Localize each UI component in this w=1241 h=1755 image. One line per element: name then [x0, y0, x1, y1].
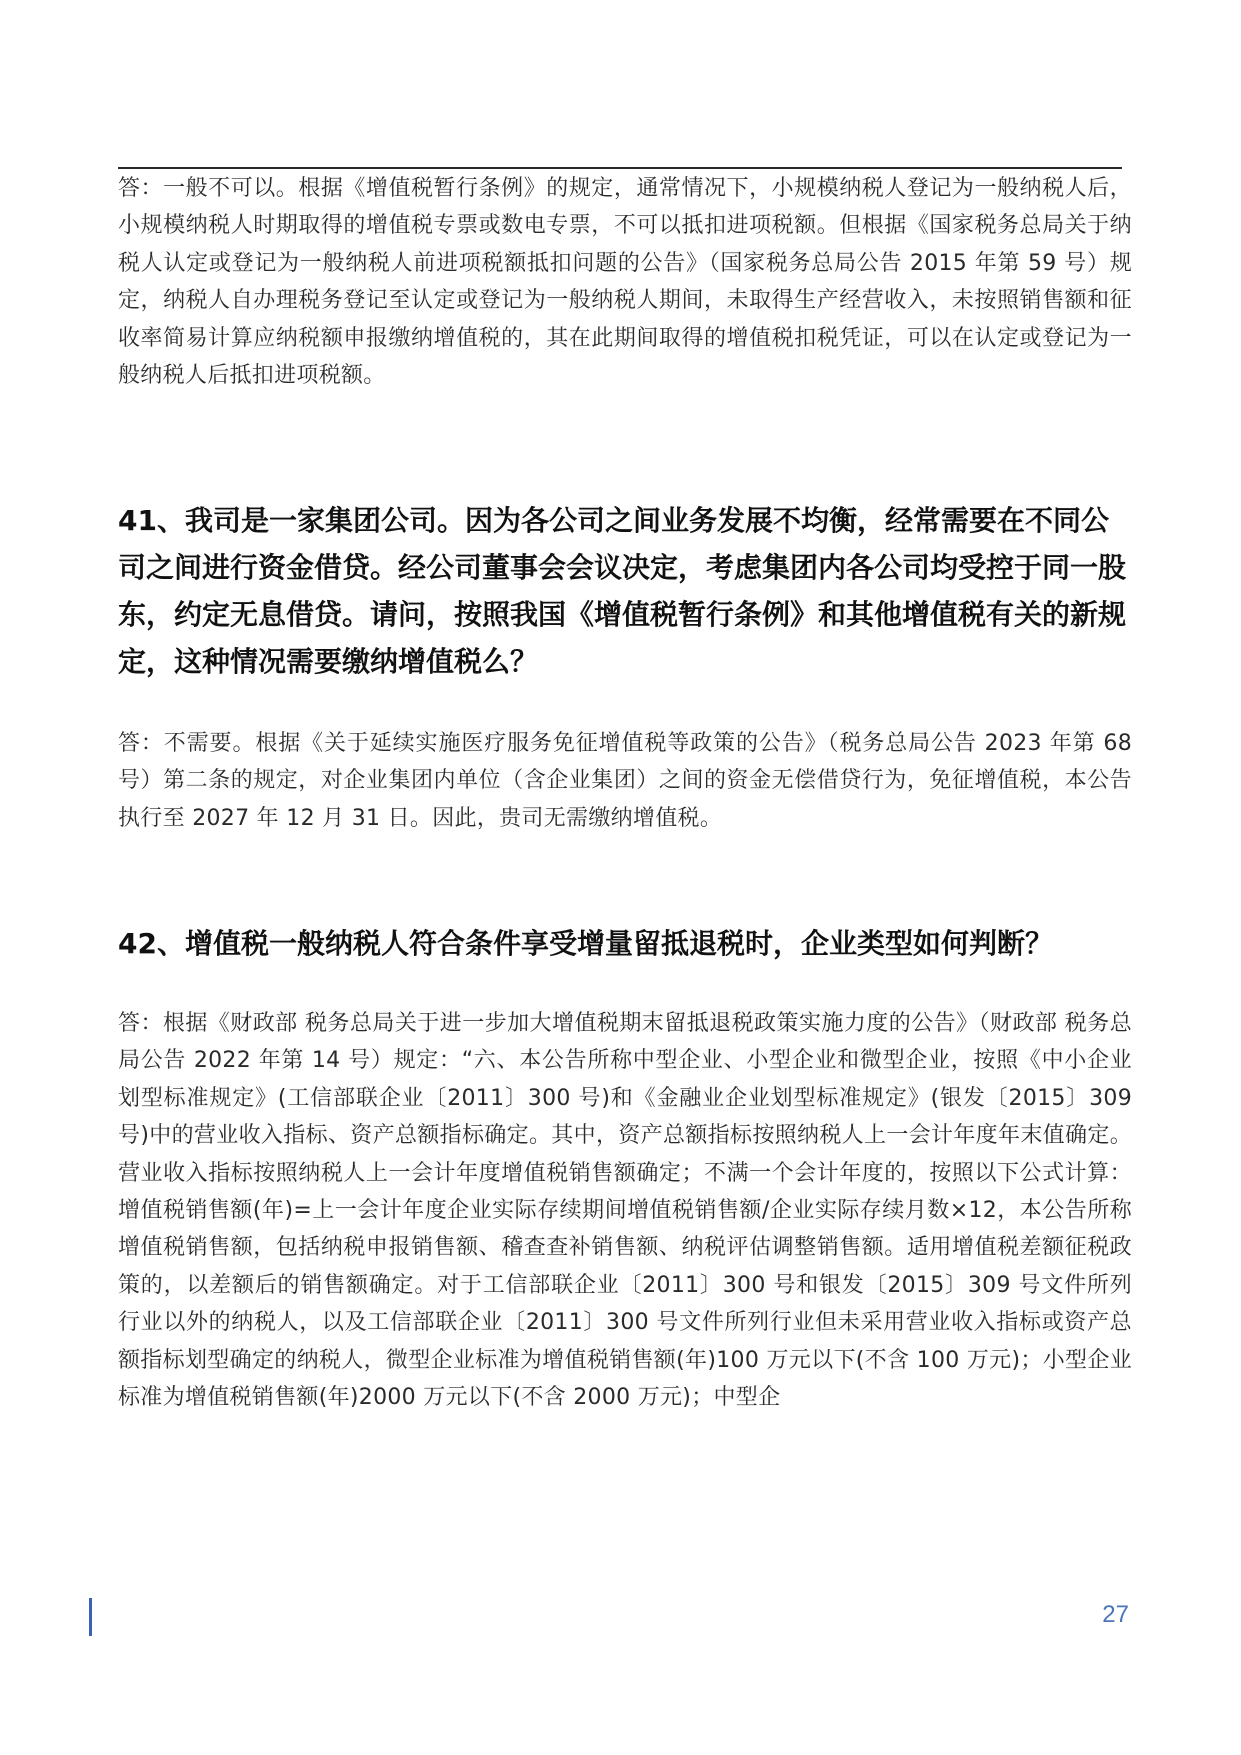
top-divider: [118, 167, 1122, 169]
page-number: 27: [1102, 1601, 1129, 1628]
answer-previous: 答：一般不可以。根据《增值税暂行条例》的规定，通常情况下，小规模纳税人登记为一般纳税人后，小规模纳税人时期取得的增值税专票或数电专票，不可以抵扣进项税额。但根据《国家税务总局关于纳税人认定或登记为一般纳税人前进项税额抵扣问题的公告》（国家税务总局公告 2015 年第 59 号）规定，纳税人自办理税务登记至认定或登记为一般纳税人期间，未取得生产经营收入，未按照销售额和征收率简易计算应纳税额申报缴纳增值税的，其在此期间取得的增值税扣税凭证，可以在认定或登记为一般纳税人后抵扣进项税额。: [118, 176, 1132, 388]
question-42: 42、增值税一般纳税人符合条件享受增量留抵退税时，企业类型如何判断？: [118, 927, 1053, 960]
footer-accent-bar: [89, 1598, 92, 1636]
answer-42: 答：根据《财政部 税务总局关于进一步加大增值税期末留抵退税政策实施力度的公告》（财政部 税务总局公告 2022 年第 14 号）规定：“六、本公告所称中型企业、小型企业和微型企业，按照《中小企业划型标准规定》(工信部联企业〔2011〕300 号)和《金融业企业划型标准规定》(银发〔2015〕309 号)中的营业收入指标、资产总额指标确定。其中，资产总额指标按照纳税人上一会计年度年末值确定。营业收入指标按照纳税人上一会计年度增值税销售额确定；不满一个会计年度的，按照以下公式计算：增值税销售额(年)=上一会计年度企业实际存续期间增值税销售额/企业实际存续月数×12，本公告所称增值税销售额，包括纳税申报销售额、稽查查补销售额、纳税评估调整销售额。适用增值税差额征税政策的，以差额后的销售额确定。对于工信部联企业〔2011〕300 号和银发〔2015〕309 号文件所列行业以外的纳税人，以及工信部联企业〔2011〕300 号文件所列行业但未采用营业收入指标或资产总额指标划型确定的纳税人，微型企业标准为增值税销售额(年)100 万元以下(不含 100 万元)；小型企业标准为增值税销售额(年)2000 万元以下(不含 2000 万元)；中型企: [118, 1011, 1132, 1410]
question-41: 41、我司是一家集团公司。因为各公司之间业务发展不均衡，经常需要在不同公司之间进行资金借贷。经公司董事会会议决定，考虑集团内各公司均受控于同一股东，约定无息借贷。请问，按照我国《增值税暂行条例》和其他增值税有关的新规定，这种情况需要缴纳增值税么？: [118, 504, 1127, 679]
answer-41: 答：不需要。根据《关于延续实施医疗服务免征增值税等政策的公告》（税务总局公告 2023 年第 68 号）第二条的规定，对企业集团内单位（含企业集团）之间的资金无偿借贷行为，免征增值税，本公告执行至 2027 年 12 月 31 日。因此，贵司无需缴纳增值税。: [118, 731, 1132, 831]
